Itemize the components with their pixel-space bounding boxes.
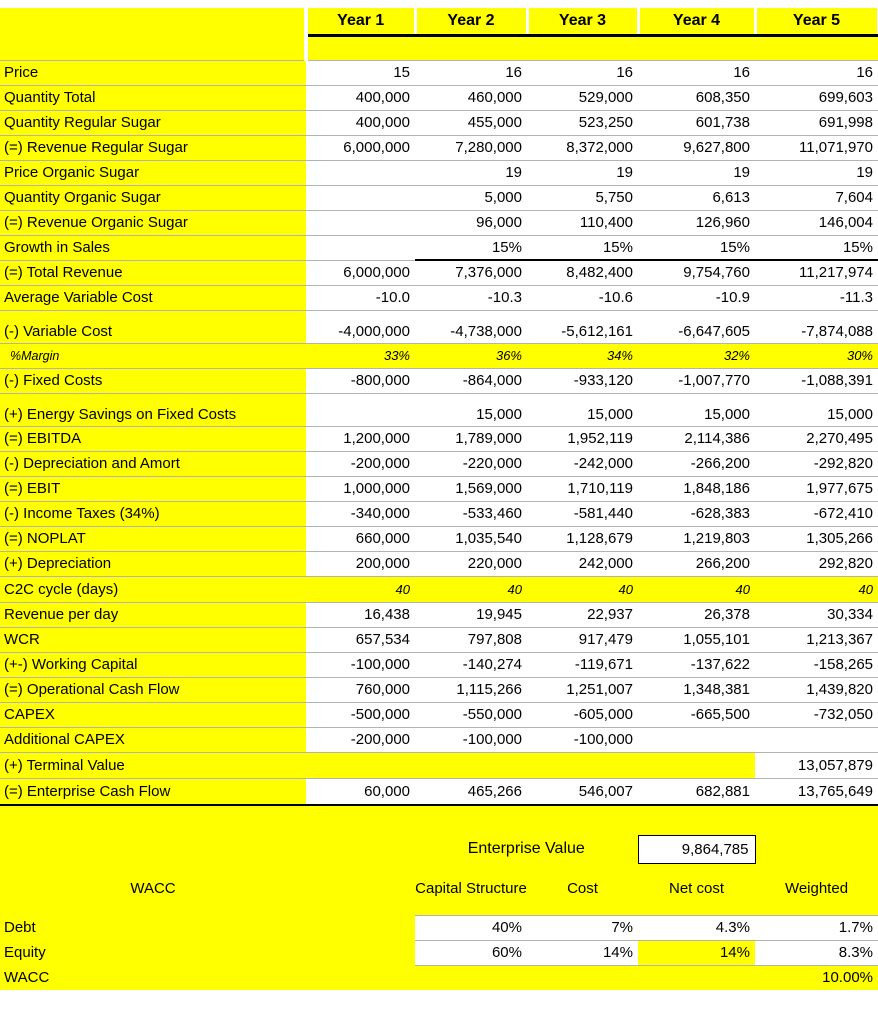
row-label[interactable]: (-) Variable Cost xyxy=(0,310,306,343)
year-header[interactable]: Year 3 xyxy=(527,8,638,35)
cell-value[interactable]: -100,000 xyxy=(306,652,415,677)
cell-value[interactable]: -5,612,161 xyxy=(527,310,638,343)
table-row xyxy=(0,727,878,752)
cell-value[interactable]: -11.3 xyxy=(755,285,878,310)
cell-value[interactable]: 608,350 xyxy=(638,85,755,110)
cell-value[interactable]: 15,000 xyxy=(415,393,527,426)
cell-value[interactable]: 16 xyxy=(527,60,638,85)
header-corner-cell xyxy=(0,8,306,35)
spacer-cell xyxy=(306,805,415,835)
empty-cell xyxy=(0,835,306,863)
cell-value[interactable]: 15% xyxy=(415,235,527,260)
wacc-row xyxy=(0,940,878,965)
cell-value[interactable]: 1,977,675 xyxy=(755,476,878,501)
cell-value[interactable]: 266,200 xyxy=(638,551,755,576)
table-row xyxy=(0,85,878,110)
cell-value[interactable]: -10.9 xyxy=(638,285,755,310)
wacc-cell-value[interactable]: 7% xyxy=(527,915,638,940)
cell-value[interactable]: 13,765,649 xyxy=(755,778,878,805)
table-row xyxy=(0,476,878,501)
blank-cell xyxy=(755,35,878,60)
row-label[interactable]: (=) EBIT xyxy=(0,476,306,501)
cell-value[interactable]: 529,000 xyxy=(527,85,638,110)
row-label[interactable]: Quantity Total xyxy=(0,85,306,110)
empty-cell[interactable] xyxy=(306,752,415,778)
cell-value[interactable]: -864,000 xyxy=(415,368,527,393)
table-row xyxy=(0,602,878,627)
cell-value[interactable]: 40 xyxy=(415,576,527,602)
cell-value[interactable]: 7,280,000 xyxy=(415,135,527,160)
cell-value[interactable]: 36% xyxy=(415,343,527,368)
row-label[interactable]: Price Organic Sugar xyxy=(0,160,306,185)
cell-value[interactable]: 19 xyxy=(755,160,878,185)
row-label[interactable]: WCR xyxy=(0,627,306,652)
cell-value[interactable]: -242,000 xyxy=(527,451,638,476)
cell-value[interactable]: -500,000 xyxy=(306,702,415,727)
cell-value[interactable]: 15,000 xyxy=(638,393,755,426)
cell-value[interactable]: 40 xyxy=(306,576,415,602)
row-label[interactable]: (=) Revenue Regular Sugar xyxy=(0,135,306,160)
cell-value[interactable]: 1,251,007 xyxy=(527,677,638,702)
cell-value[interactable]: -340,000 xyxy=(306,501,415,526)
cell-value[interactable]: 146,004 xyxy=(755,210,878,235)
cell-value[interactable]: 460,000 xyxy=(415,85,527,110)
row-label[interactable]: (+-) Working Capital xyxy=(0,652,306,677)
cell-value[interactable]: 465,266 xyxy=(415,778,527,805)
empty-cell xyxy=(306,915,415,940)
cell-value[interactable]: -140,274 xyxy=(415,652,527,677)
cell-value[interactable]: -158,265 xyxy=(755,652,878,677)
row-label[interactable]: Quantity Regular Sugar xyxy=(0,110,306,135)
cell-value[interactable] xyxy=(306,185,415,210)
cell-value[interactable]: -200,000 xyxy=(306,451,415,476)
cell-value[interactable]: 6,000,000 xyxy=(306,260,415,285)
row-label[interactable]: Additional CAPEX xyxy=(0,727,306,752)
empty-cell xyxy=(527,965,638,990)
cell-value[interactable]: 682,881 xyxy=(638,778,755,805)
cell-value[interactable]: 1,305,266 xyxy=(755,526,878,551)
cell-value[interactable]: 19,945 xyxy=(415,602,527,627)
spacer-cell xyxy=(755,805,878,835)
wacc-spacer-row xyxy=(0,805,878,835)
row-label[interactable]: (-) Income Taxes (34%) xyxy=(0,501,306,526)
spacer-cell xyxy=(527,805,638,835)
cell-value[interactable]: 40 xyxy=(755,576,878,602)
cell-value[interactable]: -292,820 xyxy=(755,451,878,476)
cell-value[interactable]: -137,622 xyxy=(638,652,755,677)
wacc-col-header: Capital Structure xyxy=(415,863,527,915)
financial-model-spreadsheet xyxy=(0,8,878,990)
cell-value[interactable]: -220,000 xyxy=(415,451,527,476)
row-label[interactable]: %Margin xyxy=(0,343,306,368)
row-label[interactable]: (=) Operational Cash Flow xyxy=(0,677,306,702)
cell-value[interactable]: 2,270,495 xyxy=(755,426,878,451)
cell-value[interactable]: 33% xyxy=(306,343,415,368)
cell-value[interactable]: 699,603 xyxy=(755,85,878,110)
table-row xyxy=(0,677,878,702)
blank-row xyxy=(0,35,878,60)
cell-value[interactable] xyxy=(755,727,878,752)
table-row xyxy=(0,451,878,476)
cell-value[interactable]: -7,874,088 xyxy=(755,310,878,343)
cell-value[interactable]: -4,738,000 xyxy=(415,310,527,343)
cell-value[interactable]: 601,738 xyxy=(638,110,755,135)
cell-value[interactable]: 13,057,879 xyxy=(755,752,878,778)
row-label[interactable]: (=) EBITDA xyxy=(0,426,306,451)
spacer-cell xyxy=(415,805,527,835)
empty-cell xyxy=(306,835,415,863)
cell-value[interactable]: -605,000 xyxy=(527,702,638,727)
cell-value[interactable]: 1,348,381 xyxy=(638,677,755,702)
table-row xyxy=(0,752,878,778)
cell-value[interactable]: -1,007,770 xyxy=(638,368,755,393)
empty-cell xyxy=(306,965,415,990)
cell-value[interactable]: -628,383 xyxy=(638,501,755,526)
table-row xyxy=(0,576,878,602)
cell-value[interactable]: 691,998 xyxy=(755,110,878,135)
enterprise-value-label: Enterprise Value xyxy=(415,835,638,863)
cell-value[interactable]: 30,334 xyxy=(755,602,878,627)
cell-value[interactable]: 5,000 xyxy=(415,185,527,210)
cell-value[interactable]: -732,050 xyxy=(755,702,878,727)
wacc-cell-value[interactable]: 14% xyxy=(638,940,755,965)
cell-value[interactable]: -933,120 xyxy=(527,368,638,393)
blank-cell xyxy=(415,35,527,60)
empty-cell[interactable] xyxy=(527,752,638,778)
cell-value[interactable]: 1,035,540 xyxy=(415,526,527,551)
wacc-cell-value[interactable]: 40% xyxy=(415,915,527,940)
row-label[interactable]: Growth in Sales xyxy=(0,235,306,260)
cell-value[interactable] xyxy=(638,727,755,752)
row-label[interactable]: (=) Enterprise Cash Flow xyxy=(0,778,306,805)
cell-value[interactable]: 26,378 xyxy=(638,602,755,627)
cell-value[interactable]: 32% xyxy=(638,343,755,368)
wacc-row-label[interactable]: Equity xyxy=(0,940,306,965)
cell-value[interactable]: 16 xyxy=(415,60,527,85)
cell-value[interactable]: -10.3 xyxy=(415,285,527,310)
cell-value[interactable]: 917,479 xyxy=(527,627,638,652)
cell-value[interactable]: 1,569,000 xyxy=(415,476,527,501)
enterprise-value-cell[interactable]: 9,864,785 xyxy=(638,835,755,863)
wacc-cell-value[interactable]: 14% xyxy=(527,940,638,965)
cell-value[interactable]: 15% xyxy=(527,235,638,260)
cell-value[interactable]: -100,000 xyxy=(527,727,638,752)
cell-value[interactable]: -119,671 xyxy=(527,652,638,677)
cell-value[interactable] xyxy=(306,393,415,426)
wacc-col-header: Weighted xyxy=(755,863,878,915)
table-row xyxy=(0,235,878,260)
row-label[interactable]: (+) Depreciation xyxy=(0,551,306,576)
row-label[interactable]: (-) Depreciation and Amort xyxy=(0,451,306,476)
table-row xyxy=(0,310,878,343)
cell-value[interactable]: 15,000 xyxy=(527,393,638,426)
empty-cell xyxy=(415,965,527,990)
table-row xyxy=(0,501,878,526)
blank-cell xyxy=(306,35,415,60)
table-row xyxy=(0,60,878,85)
cell-value[interactable]: 8,482,400 xyxy=(527,260,638,285)
row-label[interactable]: Quantity Organic Sugar xyxy=(0,185,306,210)
cell-value[interactable]: 1,952,119 xyxy=(527,426,638,451)
row-label[interactable]: (+) Terminal Value xyxy=(0,752,306,778)
table-row xyxy=(0,260,878,285)
cell-value[interactable]: 760,000 xyxy=(306,677,415,702)
cell-value[interactable]: -1,088,391 xyxy=(755,368,878,393)
empty-cell xyxy=(638,965,755,990)
cell-value[interactable]: 400,000 xyxy=(306,85,415,110)
cell-value[interactable]: 11,217,974 xyxy=(755,260,878,285)
row-label[interactable]: (=) NOPLAT xyxy=(0,526,306,551)
cell-value[interactable]: 15 xyxy=(306,60,415,85)
cell-value[interactable]: 60,000 xyxy=(306,778,415,805)
empty-cell xyxy=(755,835,878,863)
cell-value[interactable]: -6,647,605 xyxy=(638,310,755,343)
year-header[interactable]: Year 1 xyxy=(306,8,415,35)
cell-value[interactable]: -533,460 xyxy=(415,501,527,526)
cell-value[interactable]: 30% xyxy=(755,343,878,368)
cell-value[interactable] xyxy=(306,210,415,235)
table-row xyxy=(0,393,878,426)
cell-value[interactable]: 797,808 xyxy=(415,627,527,652)
cell-value[interactable] xyxy=(306,235,415,260)
cell-value[interactable]: 400,000 xyxy=(306,110,415,135)
year-header-row xyxy=(0,8,878,35)
cell-value[interactable]: 1,789,000 xyxy=(415,426,527,451)
table-row xyxy=(0,652,878,677)
table-row xyxy=(0,551,878,576)
cell-value[interactable]: 6,613 xyxy=(638,185,755,210)
wacc-total-value[interactable]: 10.00% xyxy=(755,965,878,990)
cell-value[interactable]: 11,071,970 xyxy=(755,135,878,160)
cell-value[interactable]: -665,500 xyxy=(638,702,755,727)
table-row xyxy=(0,185,878,210)
cell-value[interactable]: 1,848,186 xyxy=(638,476,755,501)
cell-value[interactable]: 7,604 xyxy=(755,185,878,210)
cell-value[interactable]: -200,000 xyxy=(306,727,415,752)
wacc-total-label[interactable]: WACC xyxy=(0,965,306,990)
year-header[interactable]: Year 2 xyxy=(415,8,527,35)
row-label[interactable]: Price xyxy=(0,60,306,85)
cell-value[interactable]: 9,754,760 xyxy=(638,260,755,285)
cell-value[interactable]: -800,000 xyxy=(306,368,415,393)
cell-value[interactable]: 126,960 xyxy=(638,210,755,235)
wacc-row-label[interactable]: Debt xyxy=(0,915,306,940)
cell-value[interactable]: 292,820 xyxy=(755,551,878,576)
cell-value[interactable]: 660,000 xyxy=(306,526,415,551)
table-row xyxy=(0,526,878,551)
wacc-col-header: Net cost xyxy=(638,863,755,915)
row-label[interactable]: Revenue per day xyxy=(0,602,306,627)
spacer-cell xyxy=(638,805,755,835)
cell-value[interactable]: 22,937 xyxy=(527,602,638,627)
cell-value[interactable]: -672,410 xyxy=(755,501,878,526)
blank-cell xyxy=(527,35,638,60)
table-row xyxy=(0,210,878,235)
year-header[interactable]: Year 5 xyxy=(755,8,878,35)
cell-value[interactable]: 1,115,266 xyxy=(415,677,527,702)
cell-value[interactable]: 1,219,803 xyxy=(638,526,755,551)
table-row xyxy=(0,160,878,185)
cell-value[interactable]: 1,710,119 xyxy=(527,476,638,501)
row-label[interactable]: C2C cycle (days) xyxy=(0,576,306,602)
row-label[interactable]: (=) Total Revenue xyxy=(0,260,306,285)
cell-value[interactable]: 1,055,101 xyxy=(638,627,755,652)
spacer-cell xyxy=(0,805,306,835)
cell-value[interactable]: -550,000 xyxy=(415,702,527,727)
cell-value[interactable]: 1,128,679 xyxy=(527,526,638,551)
cell-value[interactable]: 110,400 xyxy=(527,210,638,235)
cell-value[interactable]: 9,627,800 xyxy=(638,135,755,160)
cell-value[interactable]: 16 xyxy=(755,60,878,85)
empty-cell[interactable] xyxy=(638,752,755,778)
year-header[interactable]: Year 4 xyxy=(638,8,755,35)
cell-value[interactable]: 96,000 xyxy=(415,210,527,235)
cell-value[interactable]: 5,750 xyxy=(527,185,638,210)
cell-value[interactable]: -266,200 xyxy=(638,451,755,476)
cell-value[interactable]: 1,439,820 xyxy=(755,677,878,702)
cell-value[interactable]: 40 xyxy=(638,576,755,602)
wacc-cell-value[interactable]: 1.7% xyxy=(755,915,878,940)
cell-value[interactable]: 455,000 xyxy=(415,110,527,135)
cell-value[interactable]: 523,250 xyxy=(527,110,638,135)
cell-value[interactable]: -100,000 xyxy=(415,727,527,752)
wacc-header-row xyxy=(0,863,878,915)
wacc-row xyxy=(0,915,878,940)
row-label[interactable]: (=) Revenue Organic Sugar xyxy=(0,210,306,235)
table-row xyxy=(0,426,878,451)
table-row xyxy=(0,778,878,805)
blank-cell xyxy=(0,35,306,60)
cell-value[interactable]: 19 xyxy=(415,160,527,185)
empty-cell[interactable] xyxy=(415,752,527,778)
blank-cell xyxy=(638,35,755,60)
cell-value[interactable]: 1,000,000 xyxy=(306,476,415,501)
cell-value[interactable]: 15% xyxy=(638,235,755,260)
cell-value[interactable]: 242,000 xyxy=(527,551,638,576)
cell-value[interactable] xyxy=(306,160,415,185)
wacc-cell-value[interactable]: 8.3% xyxy=(755,940,878,965)
wacc-title: WACC xyxy=(0,863,306,915)
cell-value[interactable]: 1,213,367 xyxy=(755,627,878,652)
wacc-cell-value[interactable]: 60% xyxy=(415,940,527,965)
table-row xyxy=(0,627,878,652)
cell-value[interactable]: -10.0 xyxy=(306,285,415,310)
cell-value[interactable]: 8,372,000 xyxy=(527,135,638,160)
cell-value[interactable]: 15,000 xyxy=(755,393,878,426)
cell-value[interactable]: 19 xyxy=(638,160,755,185)
wacc-col-header: Cost xyxy=(527,863,638,915)
row-label[interactable]: Average Variable Cost xyxy=(0,285,306,310)
cell-value[interactable]: 1,200,000 xyxy=(306,426,415,451)
table-row xyxy=(0,702,878,727)
cell-value[interactable]: 16 xyxy=(638,60,755,85)
cell-value[interactable]: 19 xyxy=(527,160,638,185)
cell-value[interactable]: -4,000,000 xyxy=(306,310,415,343)
cell-value[interactable]: 2,114,386 xyxy=(638,426,755,451)
row-label[interactable]: (+) Energy Savings on Fixed Costs xyxy=(0,393,306,426)
cell-value[interactable]: 34% xyxy=(527,343,638,368)
cell-value[interactable]: 6,000,000 xyxy=(306,135,415,160)
wacc-total-row xyxy=(0,965,878,990)
cell-value[interactable]: -581,440 xyxy=(527,501,638,526)
cell-value[interactable]: 200,000 xyxy=(306,551,415,576)
empty-cell xyxy=(306,940,415,965)
cell-value[interactable]: 16,438 xyxy=(306,602,415,627)
row-label[interactable]: CAPEX xyxy=(0,702,306,727)
table-row xyxy=(0,110,878,135)
empty-cell xyxy=(306,863,415,915)
cell-value[interactable]: 40 xyxy=(527,576,638,602)
cell-value[interactable]: 657,534 xyxy=(306,627,415,652)
cell-value[interactable]: 220,000 xyxy=(415,551,527,576)
table-row xyxy=(0,343,878,368)
cell-value[interactable]: 546,007 xyxy=(527,778,638,805)
cell-value[interactable]: -10.6 xyxy=(527,285,638,310)
cell-value[interactable]: 15% xyxy=(755,235,878,260)
table-row xyxy=(0,285,878,310)
wacc-cell-value[interactable]: 4.3% xyxy=(638,915,755,940)
table-row xyxy=(0,135,878,160)
cell-value[interactable]: 7,376,000 xyxy=(415,260,527,285)
table-row xyxy=(0,368,878,393)
enterprise-value-row xyxy=(0,835,878,863)
row-label[interactable]: (-) Fixed Costs xyxy=(0,368,306,393)
